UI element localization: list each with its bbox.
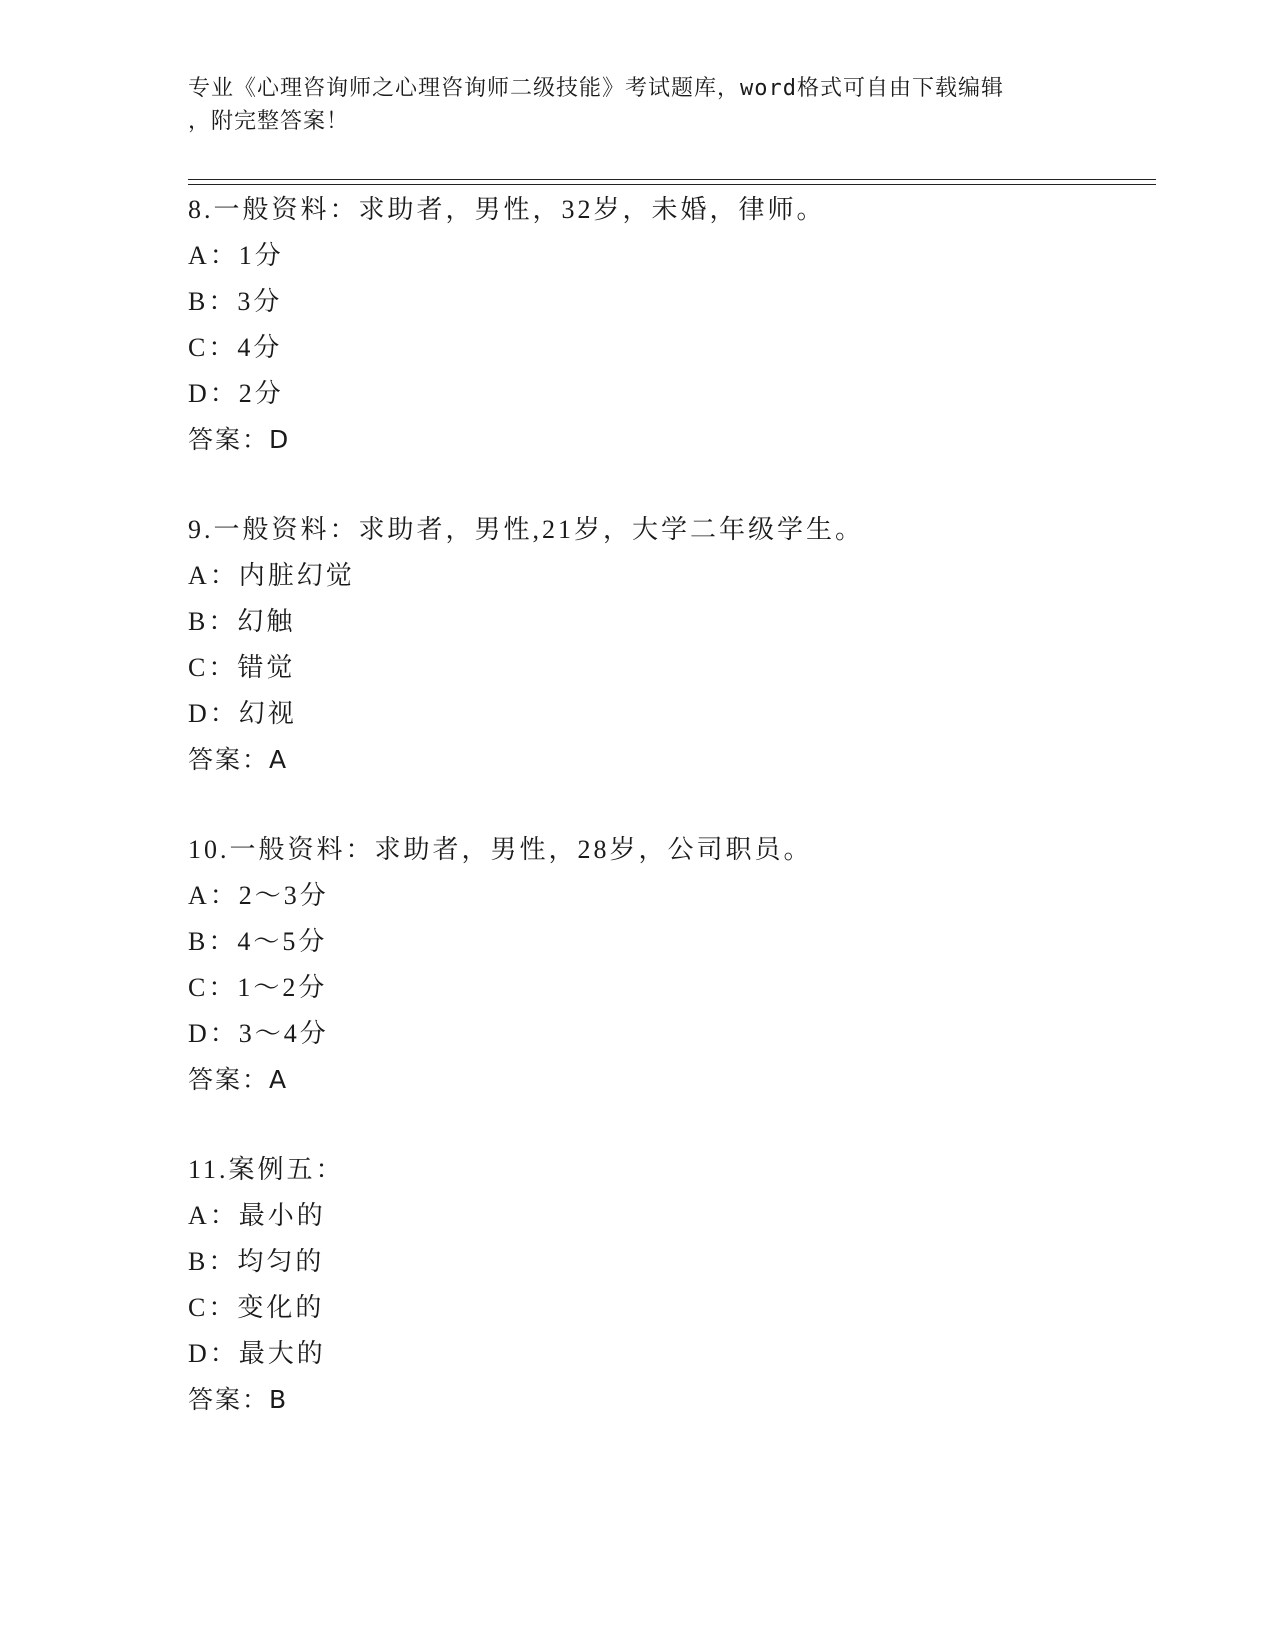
- option-c: [188, 645, 1148, 691]
- option-key: B：: [188, 927, 238, 956]
- question-11: [188, 1147, 1148, 1423]
- option-key: D：: [188, 1339, 239, 1368]
- option-text: 1～2分: [237, 973, 328, 1002]
- header-divider-top: [188, 179, 1156, 180]
- option-text: 均匀的: [237, 1247, 325, 1276]
- option-key: B：: [188, 1247, 238, 1276]
- option-key: D：: [188, 1019, 239, 1048]
- option-a: [188, 553, 1148, 599]
- option-text: 3分: [237, 287, 283, 316]
- question-text: 9.一般资料：求助者，男性,21岁，大学二年级学生。: [188, 515, 865, 544]
- option-key: C：: [188, 653, 238, 682]
- option-key: A：: [188, 881, 239, 910]
- option-key: C：: [188, 973, 238, 1002]
- option-c: [188, 965, 1148, 1011]
- option-a: [188, 233, 1148, 279]
- header-line-1: 专业《心理咨询师之心理咨询师二级技能》考试题库，word格式可自由下载编辑: [188, 76, 1004, 101]
- question-9: [188, 507, 1148, 783]
- question-8: [188, 187, 1148, 463]
- option-b: [188, 279, 1148, 325]
- option-text: 1分: [238, 241, 284, 270]
- option-b: [188, 919, 1148, 965]
- option-key: B：: [188, 287, 238, 316]
- answer-line: 答案：A: [188, 745, 289, 774]
- answer-line: 答案：B: [188, 1385, 289, 1414]
- option-key: B：: [188, 607, 238, 636]
- option-text: 最大的: [238, 1339, 326, 1368]
- option-key: A：: [188, 1201, 239, 1230]
- answer-line: 答案：D: [188, 425, 291, 454]
- header-line-2: ，附完整答案！: [188, 109, 350, 134]
- option-text: 错觉: [237, 653, 296, 682]
- option-key: A：: [188, 241, 239, 270]
- option-text: 最小的: [238, 1201, 326, 1230]
- option-c: [188, 325, 1148, 371]
- option-d: [188, 1331, 1148, 1377]
- option-text: 幻触: [237, 607, 296, 636]
- question-text: 8.一般资料：求助者，男性，32岁，未婚，律师。: [188, 195, 826, 224]
- option-d: [188, 1011, 1148, 1057]
- option-text: 2分: [238, 379, 284, 408]
- option-d: [188, 691, 1148, 737]
- option-b: [188, 1239, 1148, 1285]
- question-list: [188, 187, 1148, 1467]
- option-text: 4～5分: [237, 927, 328, 956]
- option-text: 幻视: [238, 699, 297, 728]
- option-key: D：: [188, 699, 239, 728]
- option-text: 3～4分: [238, 1019, 329, 1048]
- option-a: [188, 873, 1148, 919]
- question-text: 11.案例五：: [188, 1155, 345, 1184]
- option-d: [188, 371, 1148, 417]
- option-key: C：: [188, 333, 238, 362]
- option-key: A：: [188, 561, 239, 590]
- option-text: 2～3分: [238, 881, 329, 910]
- option-key: D：: [188, 379, 239, 408]
- option-text: 变化的: [237, 1293, 325, 1322]
- option-a: [188, 1193, 1148, 1239]
- answer-line: 答案：A: [188, 1065, 289, 1094]
- question-text: 10.一般资料：求助者，男性，28岁，公司职员。: [188, 835, 813, 864]
- option-text: 内脏幻觉: [238, 561, 355, 590]
- header-divider-bottom: [188, 184, 1156, 185]
- document-header: [188, 72, 1088, 138]
- option-c: [188, 1285, 1148, 1331]
- option-text: 4分: [237, 333, 283, 362]
- option-b: [188, 599, 1148, 645]
- option-key: C：: [188, 1293, 238, 1322]
- question-10: [188, 827, 1148, 1103]
